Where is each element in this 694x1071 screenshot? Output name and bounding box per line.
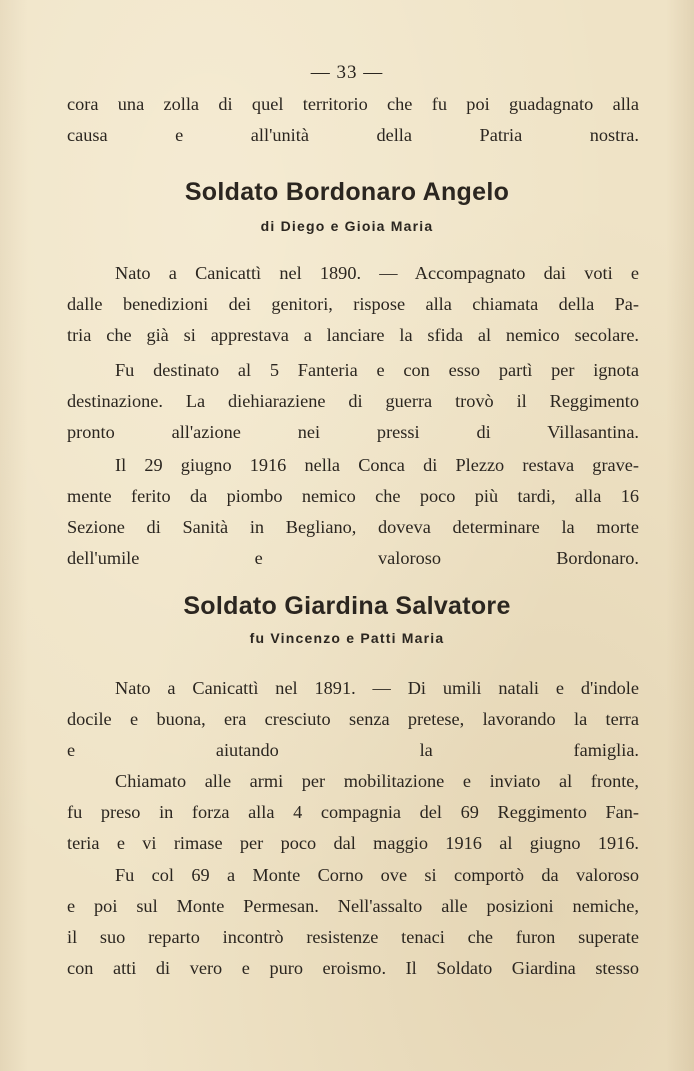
text-line: Nato a Canicattì nel 1890. — Accompagnato dai voti e: [115, 263, 639, 283]
entry-paragraph: [67, 673, 639, 766]
intro-paragraph: [67, 89, 639, 151]
text-line: dell'umile e valoroso Bordonaro.: [67, 548, 639, 568]
text-line: causa e all'unità della Patria nostra.: [67, 125, 639, 145]
text-line: Fu col 69 a Monte Corno ove si comportò da valoroso: [115, 865, 639, 885]
text-line: destinazione. La diehiaraziene di guerra trovò il Reggimento: [67, 391, 639, 411]
entry-paragraph: [67, 860, 639, 984]
entry-paragraph: [67, 450, 639, 574]
text-line: fu preso in forza alla 4 compagnia del 69 Reggimento Fan-: [67, 802, 639, 822]
entry-paragraph: [67, 258, 639, 351]
text-line: tria che già si apprestava a lanciare la sfida al nemico secolare.: [67, 325, 639, 345]
text-line: teria e vi rimase per poco dal maggio 1916 al giugno 1916.: [67, 833, 639, 853]
text-line: cora una zolla di quel territorio che fu poi guadagnato alla: [67, 94, 639, 114]
entry-subtitle: fu Vincenzo e Patti Maria: [249, 630, 445, 646]
text-line: mente ferito da piombo nemico che poco più tardi, alla 16: [67, 486, 639, 506]
text-line: Sezione di Sanità in Begliano, doveva determinare la morte: [67, 517, 639, 537]
text-line: e aiutando la famiglia.: [67, 740, 639, 760]
text-line: pronto all'azione nei pressi di Villasantina.: [67, 422, 639, 442]
text-line: Fu destinato al 5 Fanteria e con esso partì per ignota: [115, 360, 639, 380]
entry-paragraph: [67, 766, 639, 859]
entry-subtitle: di Diego e Gioia Maria: [260, 218, 434, 234]
entry-title: Soldato Bordonaro Angelo: [184, 178, 510, 206]
text-line: dalle benedizioni dei genitori, rispose alla chiamata della Pa-: [67, 294, 639, 314]
text-line: docile e buona, era cresciuto senza pretese, lavorando la terra: [67, 709, 639, 729]
entry-title: Soldato Giardina Salvatore: [183, 592, 511, 620]
entry-paragraph: [67, 355, 639, 448]
text-line: Nato a Canicattì nel 1891. — Di umili natali e d'indole: [115, 678, 639, 698]
text-line: Il 29 giugno 1916 nella Conca di Plezzo restava grave-: [115, 455, 639, 475]
text-line: Chiamato alle armi per mobilitazione e inviato al fronte,: [115, 771, 639, 791]
text-line: con atti di vero e puro eroismo. Il Soldato Giardina stesso: [67, 958, 639, 978]
text-line: il suo reparto incontrò resistenze tenaci che furon superate: [67, 927, 639, 947]
text-line: e poi sul Monte Permesan. Nell'assalto alle posizioni nemiche,: [67, 896, 639, 916]
page-number: — 33 —: [310, 62, 384, 83]
